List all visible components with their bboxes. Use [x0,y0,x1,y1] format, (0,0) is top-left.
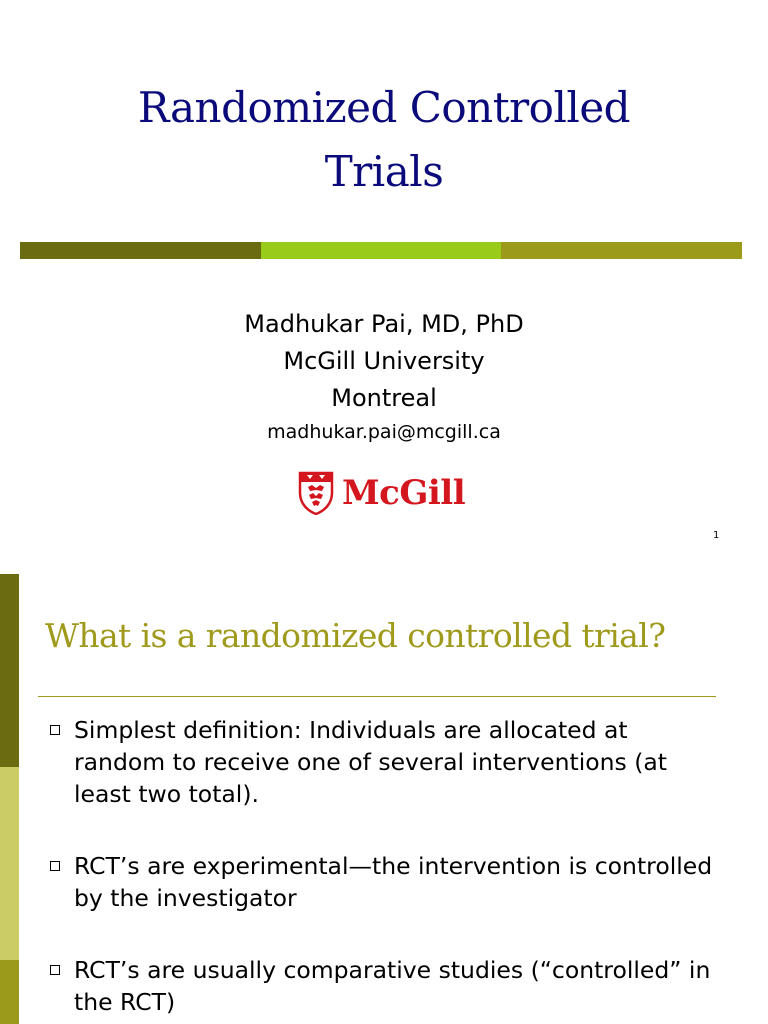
slide-heading: What is a randomized controlled trial? [45,616,666,655]
list-item [46,850,726,914]
email-address: madhukar.pai@mcgill.ca [267,421,501,443]
author-name: Madhukar Pai, MD, PhD [244,310,524,338]
content-slide [0,574,768,1024]
heading-divider [38,696,716,697]
stripe-dark-olive [20,242,261,259]
city: Montreal [331,384,437,412]
stripe-olive [501,242,742,259]
title-line-1: Randomized Controlled [137,83,631,132]
institution: McGill University [283,347,485,375]
title-line-2: Trials [324,147,444,196]
list-item [46,714,726,810]
side-bar-dark [0,574,19,767]
logo-wordmark: McGill [342,473,466,513]
mcgill-logo [298,470,465,516]
bullet-list [46,714,726,1018]
square-bullet-icon [50,725,60,735]
slide-title [0,76,768,204]
square-bullet-icon [50,861,60,871]
author-block [0,306,768,447]
bullet-text: Simplest definition: Individuals are allocated at random to receive one of several interventions (at least two total). [74,716,667,808]
side-bar-light [0,767,19,960]
bullet-text: RCT’s are experimental—the intervention is controlled by the investigator [74,852,713,912]
stripe-lime [261,242,501,259]
page-number: 1 [713,530,720,541]
square-bullet-icon [50,965,60,975]
side-bar-olive [0,960,19,1024]
list-item [46,954,726,1018]
bullet-text: RCT’s are usually comparative studies (“controlled” in the RCT) [74,956,711,1016]
shield-icon [298,471,334,515]
